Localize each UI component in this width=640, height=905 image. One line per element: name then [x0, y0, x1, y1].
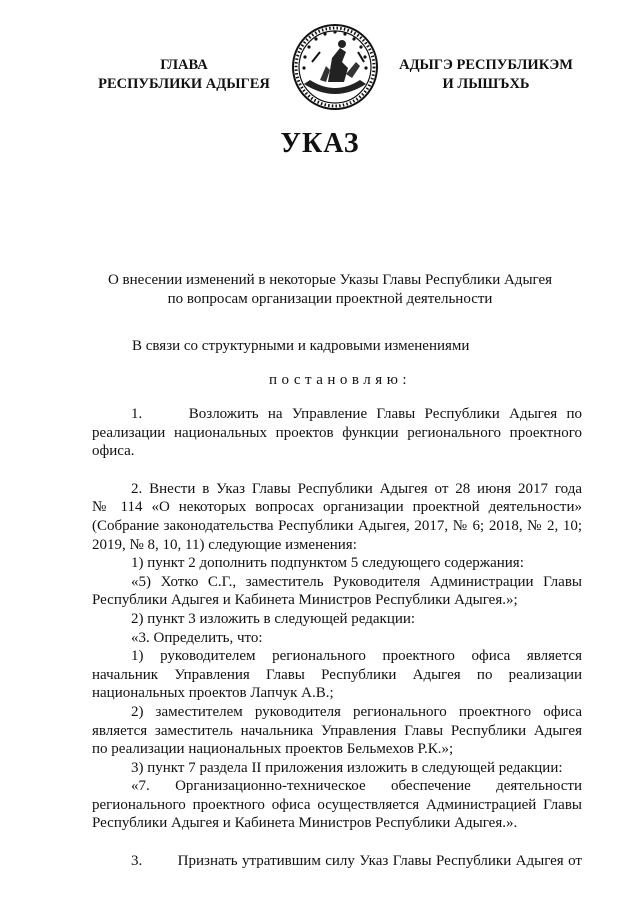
- text-line: 1) пункт 2 дополнить подпунктом 5 следующего содержания:: [131, 555, 524, 572]
- document-body: [92, 405, 582, 871]
- text-line: № 114 «О некоторых вопросах организации проектной деятельности»: [92, 499, 582, 516]
- text-line: Республики Адыгея и Кабинета Министров Республики Адыгея.»;: [92, 592, 518, 609]
- text-line: офиса.: [92, 443, 135, 460]
- text-line: 2) заместителем руководителя регионального проектного офиса: [131, 703, 582, 720]
- issuer-line: И ЛЫШЪХЬ: [442, 76, 530, 92]
- paragraph-3: [92, 852, 582, 871]
- text-line: национальных проектов Лапчук А.В.;: [92, 685, 334, 702]
- text-line: реализации национальных проектов функции регионального проектного: [92, 424, 582, 441]
- quote-2-3: [92, 777, 582, 833]
- paragraph-1: [92, 405, 582, 461]
- quote-2-2: [92, 629, 582, 648]
- issuer-line: АДЫГЭ РЕСПУБЛИКЭМ: [399, 57, 573, 73]
- quote-2-2-b: [92, 703, 582, 759]
- issuer-adyghe: [376, 56, 596, 94]
- subitem-2-2: [92, 610, 582, 629]
- document-subject: [80, 271, 580, 309]
- document-title: УКАЗ: [280, 128, 360, 159]
- text-line: по реализации национальных проектов Бельмехов Р.К.»;: [92, 741, 454, 758]
- subitem-2-3: [92, 759, 582, 778]
- decree-word: постановляю:: [268, 372, 412, 388]
- text-line: 2) пункт 3 изложить в следующей редакции:: [131, 610, 416, 627]
- text-line: 1. Возложить на Управление Главы Республики Адыгея по: [131, 406, 582, 422]
- subject-line: по вопросам организации проектной деятельности: [167, 291, 493, 307]
- text-line: 3. Признать утратившим силу Указ Главы Республики Адыгея от: [131, 853, 582, 870]
- text-line: «7. Организационно-техническое обеспечение деятельности: [131, 778, 582, 795]
- subject-line: О внесении изменений в некоторые Указы Главы Республики Адыгея: [107, 272, 553, 288]
- text-line: является заместитель начальника Управления Главы Республики Адыгея: [92, 722, 582, 739]
- text-line: 2. Внести в Указ Главы Республики Адыгея от 28 июня 2017 года: [131, 480, 582, 497]
- issuer-russian: [84, 56, 284, 94]
- text-line: «5) Хотко С.Г., заместитель Руководителя Администрации Главы: [131, 573, 582, 590]
- text-line: (Собрание законодательства Республики Адыгея, 2017, № 6; 2018, № 2, 10;: [92, 517, 582, 534]
- preamble: В связи со структурными и кадровыми изменениями: [132, 338, 470, 354]
- paragraph-2: [92, 480, 582, 554]
- issuer-line: ГЛАВА: [160, 57, 208, 73]
- subitem-2-1: [92, 554, 582, 573]
- text-line: 2019, № 8, 10, 11) следующие изменения:: [92, 536, 357, 553]
- text-line: начальник Управления Главы Республики Адыгея по реализации: [92, 666, 582, 683]
- text-line: «3. Определить, что:: [131, 629, 263, 646]
- issuer-line: РЕСПУБЛИКИ АДЫГЕЯ: [98, 76, 270, 92]
- text-line: 1) руководителем регионального проектного офиса является: [131, 648, 582, 665]
- text-line: регионального проектного офиса осуществляется Администрацией Главы: [92, 796, 582, 813]
- text-line: 3) пункт 7 раздела II приложения изложить в следующей редакции:: [131, 759, 563, 776]
- quote-2-2-a: [92, 647, 582, 703]
- coat-of-arms-icon: [290, 22, 380, 112]
- text-line: Республики Адыгея и Кабинета Министров Республики Адыгея.».: [92, 815, 518, 832]
- quote-2-1: [92, 573, 582, 610]
